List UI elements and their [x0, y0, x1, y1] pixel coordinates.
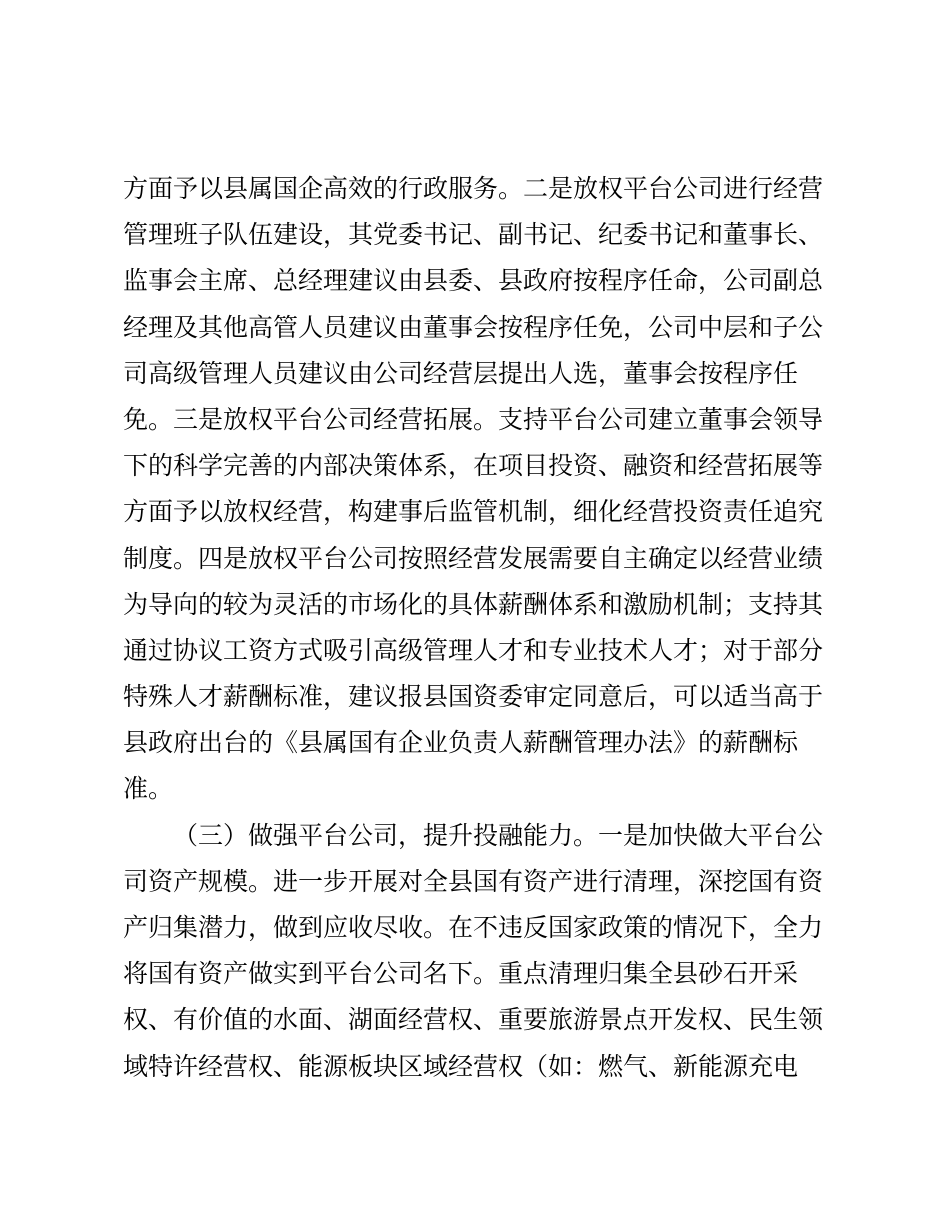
text-line: 为导向的较为灵活的市场化的具体薪酬体系和激励机制；支持其: [123, 589, 824, 619]
body-text: [123, 166, 827, 1090]
text-line: 方面予以县属国企高效的行政服务。二是放权平台公司进行经营: [123, 174, 824, 203]
text-line: 通过协议工资方式吸引高级管理人才和专业技术人才；对于部分: [123, 635, 824, 665]
text-line: （三）做强平台公司，提升投融能力。一是加快做大平台公: [173, 820, 824, 850]
text-line: 产归集潜力，做到应收尽收。在不违反国家政策的情况下，全力: [123, 913, 824, 942]
text-line: 免。三是放权平台公司经营拓展。支持平台公司建立董事会领导: [123, 404, 824, 434]
text-line: 县政府出台的《县属国有企业负责人薪酬管理办法》的薪酬标: [123, 728, 799, 758]
text-line: 准。: [123, 774, 174, 804]
text-line: 域特许经营权、能源板块区域经营权（如：燃气、新能源充电: [123, 1051, 799, 1081]
text-line: 管理班子队伍建设，其党委书记、副书记、纪委书记和董事长、: [123, 220, 824, 250]
text-line: 司资产规模。进一步开展对全县国有资产进行清理，深挖国有资: [123, 866, 824, 896]
text-line: 监事会主席、总经理建议由县委、县政府按程序任命，公司副总: [123, 266, 824, 296]
text-line: 司高级管理人员建议由公司经营层提出人选，董事会按程序任: [123, 358, 799, 388]
text-line: 权、有价值的水面、湖面经营权、重要旅游景点开发权、民生领: [123, 1005, 824, 1035]
text-line: 下的科学完善的内部决策体系，在项目投资、融资和经营拓展等: [123, 451, 824, 481]
text-line: 将国有资产做实到平台公司名下。重点清理归集全县砂石开采: [123, 959, 799, 989]
text-line: 特殊人才薪酬标准，建议报县国资委审定同意后，可以适当高于: [123, 682, 824, 712]
text-line: 经理及其他高管人员建议由董事会按程序任免，公司中层和子公: [123, 312, 824, 342]
text-line: 制度。四是放权平台公司按照经营发展需要自主确定以经营业绩: [123, 543, 824, 573]
text-line: 方面予以放权经营，构建事后监管机制，细化经营投资责任追究: [123, 497, 824, 527]
